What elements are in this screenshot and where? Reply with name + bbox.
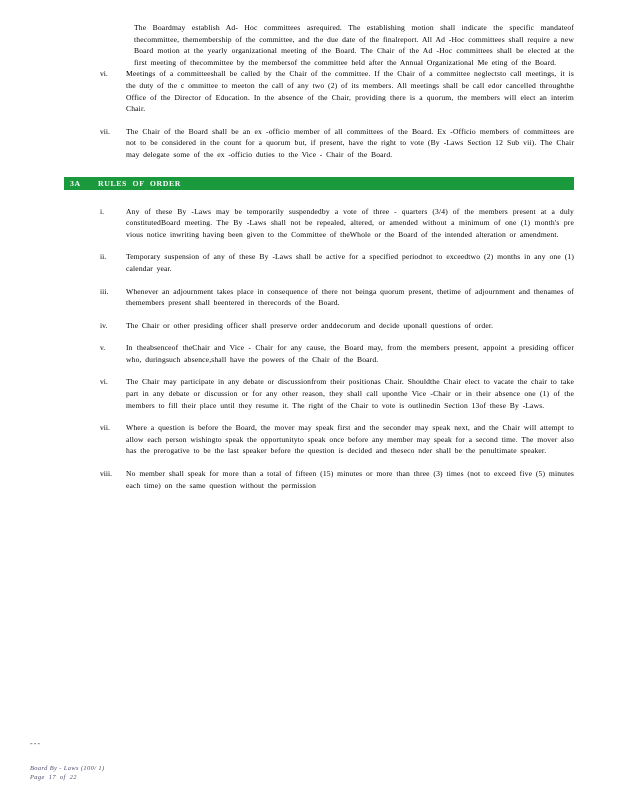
section-title: RULES OF ORDER: [98, 178, 181, 188]
list-item-text: The Chair or other presiding officer shall preserve order anddecorum and decide uponall questions of order.: [126, 320, 494, 330]
list-item-text: Any of these By -Laws may be temporarily suspendedby a vote of three - quarters (3/4) of the members present at a duly constitutedBoard meeting. The By -Laws shall not be repealed, altered, or amended without a minimum of one (1) month's pre vious notice inwriting having been given to the Committee of theWhole or the Board of the intended alteration or amendment.: [126, 206, 574, 239]
list-item-text: In theabsenceof theChair and Vice - Chair for any cause, the Board may, from the members present, appoint a presiding officer who, duringsuch absence,shall have the powers of the Chair of the Board.: [126, 343, 574, 364]
page-footer: [30, 764, 105, 782]
list-item-text: Where a question is before the Board, the mover may speak first and the seconder may speak next, and the Chair will attempt to allow each person wishingto speak the opportunityto speak once before any member may speak for a second time. The mover also has the prerogative to be the last speaker before the question is decided and theseco nder shall be the penultimate speaker.: [126, 423, 574, 456]
footer-page-number: Page 17 of 22: [30, 774, 77, 781]
list-item: [92, 286, 574, 309]
list-item: [92, 342, 574, 365]
list-item-marker: viii.: [100, 469, 113, 479]
list-item-text: Meetings of a committeeshall be called by the Chair of the committee. If the Chair of a committee neglectsto call meetings, it is the duty of the c ommittee to meeton the call of any two (2) of its members. All meetings shall be call edor cancelled throughthe Office of the Director of Education. In the absence of the Chair, providing there is a quorum, the members will elect an interim Chair.: [126, 69, 574, 114]
list-item-text: Whenever an adjournment takes place in consequence of there not beinga quorum present, thetime of adjournment and thenames of themembers present shall beentered in therecords of the Board.: [126, 286, 574, 308]
list-item: [92, 320, 574, 332]
top-paragraph-block: [30, 22, 588, 68]
list-item: [92, 251, 574, 274]
section-number: 3A: [70, 178, 81, 188]
list-item-marker: i.: [100, 206, 105, 216]
list-item-marker: vi.: [100, 69, 108, 79]
list-item-marker: iii.: [100, 286, 109, 296]
list-item-marker: iv.: [100, 320, 108, 330]
list-item-marker: v.: [100, 343, 106, 353]
list-item-text: Temporary suspension of any of these By -Laws shall be active for a specified periodnot to exceedtwo (2) months in any one (1) calendar year.: [126, 252, 574, 273]
list-item: [92, 126, 574, 161]
top-paragraph: The Boardmay establish Ad- Hoc committees asrequired. The establishing motion shall indicate the specific mandateof thecommittee, themembership of the committee, and the due date of the finalreport. All Ad -Hoc committees shall require a new Board motion at the yearly organizational meeting of the Board. The Chair of the Ad -Hoc committees shall be elected at the first meeting of thecommittee by the membersof the committee held after the Annual Organizational Me eting of the Board.: [134, 23, 574, 67]
footer-document-ref: Board By - Laws (100/ 1): [30, 765, 105, 772]
list-item-marker: vii.: [100, 126, 110, 136]
list-item-text: The Chair of the Board shall be an ex -officio member of all committees of the Board. Ex -Officio members of committees are not to be considered in the count for a quorum but, if present, have the right to vote (By -Laws Section 12 Sub vii). The Chair may delegate some of the ex -officio duties to the Vice - Chair of the Board.: [126, 126, 574, 159]
list-item-text: The Chair may participate in any debate or discussionfrom their positionas Chair. Shouldthe Chair elect to vacate the chair to take part in any debate or discussion or for any other reason, they shall call uponthe Vice -Chair or in their absence one (1) of the members to fill their place until they resume it. The right of the Chair to vote is outlinedin Section 13of these By -Laws.: [126, 377, 574, 410]
section-heading-bar: [64, 177, 574, 190]
top-list: [30, 68, 588, 160]
list-item: [92, 468, 574, 491]
list-item: [92, 422, 574, 457]
list-item-text: No member shall speak for more than a total of fifteen (15) minutes or more than three (3) times (not to exceed five (5) minutes each time) on the same question without the permission: [126, 469, 574, 490]
list-item-marker: ii.: [100, 252, 107, 262]
section-list: [30, 206, 588, 492]
list-item-marker: vi.: [100, 377, 108, 387]
list-item-marker: vii.: [100, 423, 110, 433]
list-item: [92, 376, 574, 411]
list-item: [92, 206, 574, 241]
list-item: [92, 68, 574, 114]
footer-separator: ---: [30, 739, 41, 748]
